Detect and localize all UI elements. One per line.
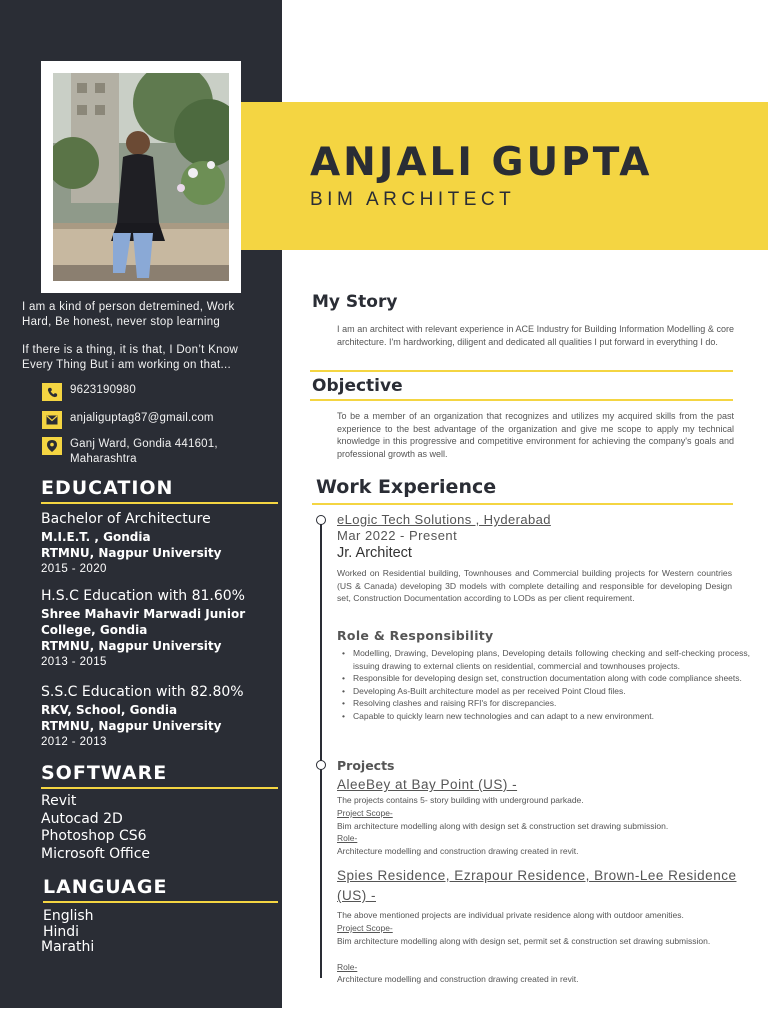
project-title-link[interactable]: Spies Residence, Ezrapour Residence, Brown-Lee Residence [337,868,737,883]
projects-heading: Projects [337,758,395,773]
candidate-title: BIM ARCHITECT [310,189,516,210]
my-story-heading: My Story [312,292,398,312]
list-item: • Developing As-Built architecture model as per received Point Cloud files. [342,685,750,698]
contact-phone: 9623190980 [42,383,136,401]
job-summary: Worked on Residential building, Townhouses and Commercial building projects for Western countries (US & Canada) developing 3D models with complete detailing and responsible for developing Design set, Construction Documentation according to LODs as per client requirement. [337,568,732,604]
sidebar [0,0,282,1008]
project-scope: Bim architecture modelling along with design set, permit set & construction set drawing submission. [337,936,711,946]
project-scope-label: Project Scope- [337,923,393,933]
timeline-line [320,522,322,978]
project-scope: Bim architecture modelling along with design set & construction set drawing submission. [337,821,669,831]
email-icon [42,411,62,429]
project-description: The projects contains 5- story building with underground parkade. [337,795,584,805]
objective-text: To be a member of an organization that recognizes and utilizes my acquired skills from the past experience to the best advantage of the organization and give me scope to apply my technical knowledge in this progressive and competitive environment for achieving the company's goals and professional growth as well. [337,411,734,460]
education-item: H.S.C Education with 81.60% Shree Mahavir Marwadi Junior College, Gondia RTMNU, Nagpur University 2013 - 2015 [41,588,246,668]
job-dates: Mar 2022 - Present [337,528,458,543]
list-item: • Resolving clashes and raising RFI's for discrepancies. [342,697,750,710]
list-item: • Modelling, Drawing, Developing plans, Developing details following checking and self-checking process, issuing drawing to external clients on residential, commercial and townhouses projects. [342,647,750,672]
project-role-label: Role- [337,833,358,843]
timeline-dot [316,515,326,525]
responsibility-list [342,647,750,723]
software-list: Revit Autocad 2D Photoshop CS6 Microsoft Office [41,793,151,862]
project-role-label: Role- [337,962,358,972]
divider [310,399,733,401]
contact-email: anjaliguptag87@gmail.com [42,411,214,429]
education-heading: EDUCATION [41,477,278,504]
project-description: The above mentioned projects are individual private residence along with outdoor amenities. [337,910,684,920]
divider [312,503,733,505]
my-story-text: I am an architect with relevant experience in ACE Industry for Building Information Modelling & core architecture. I'm hardworking, diligent and dedicated all qualities I put forward in everything I do. [337,324,734,347]
education-item: S.S.C Education with 82.80% RKV, School, Gondia RTMNU, Nagpur University 2012 - 2013 [41,684,244,748]
candidate-name: ANJALI GUPTA [310,140,653,185]
about-text-2: If there is a thing, it is that, I Don’t Know Every Thing But i am working on that... [22,344,239,371]
timeline-dot [316,760,326,770]
contact-address: Ganj Ward, Gondia 441601, Maharashtra [42,437,218,466]
company-link[interactable]: eLogic Tech Solutions , Hyderabad [337,512,551,527]
about-text: I am a kind of person detremined, Work Hard, Be honest, never stop learning [22,301,235,328]
profile-photo [53,73,229,281]
profile-photo-frame [41,61,241,293]
education-item: Bachelor of Architecture M.I.E.T. , Gondia RTMNU, Nagpur University 2015 - 2020 [41,511,222,575]
divider [310,370,733,372]
job-position: Jr. Architect [337,545,412,561]
objective-heading: Objective [312,376,403,396]
project-scope-label: Project Scope- [337,808,393,818]
list-item: • Responsible for developing design set, construction documentation along with code compliance sheets. [342,672,750,685]
project-role: Architecture modelling and construction drawing created in revit. [337,974,579,984]
role-heading: Role & Responsibility [337,628,494,643]
software-heading: SOFTWARE [41,762,278,789]
location-pin-icon [42,437,62,455]
project-title-link[interactable]: AleeBey at Bay Point (US) - [337,777,518,792]
work-experience-heading: Work Experience [316,476,497,498]
list-item: • Capable to quickly learn new technologies and can adapt to a new environment. [342,710,750,723]
project-title-link[interactable]: (US) - [337,888,376,903]
phone-icon [42,383,62,401]
project-role: Architecture modelling and construction drawing created in revit. [337,846,579,856]
language-heading: LANGUAGE [43,876,278,903]
language-list: English Hindi Marathi [41,908,95,955]
